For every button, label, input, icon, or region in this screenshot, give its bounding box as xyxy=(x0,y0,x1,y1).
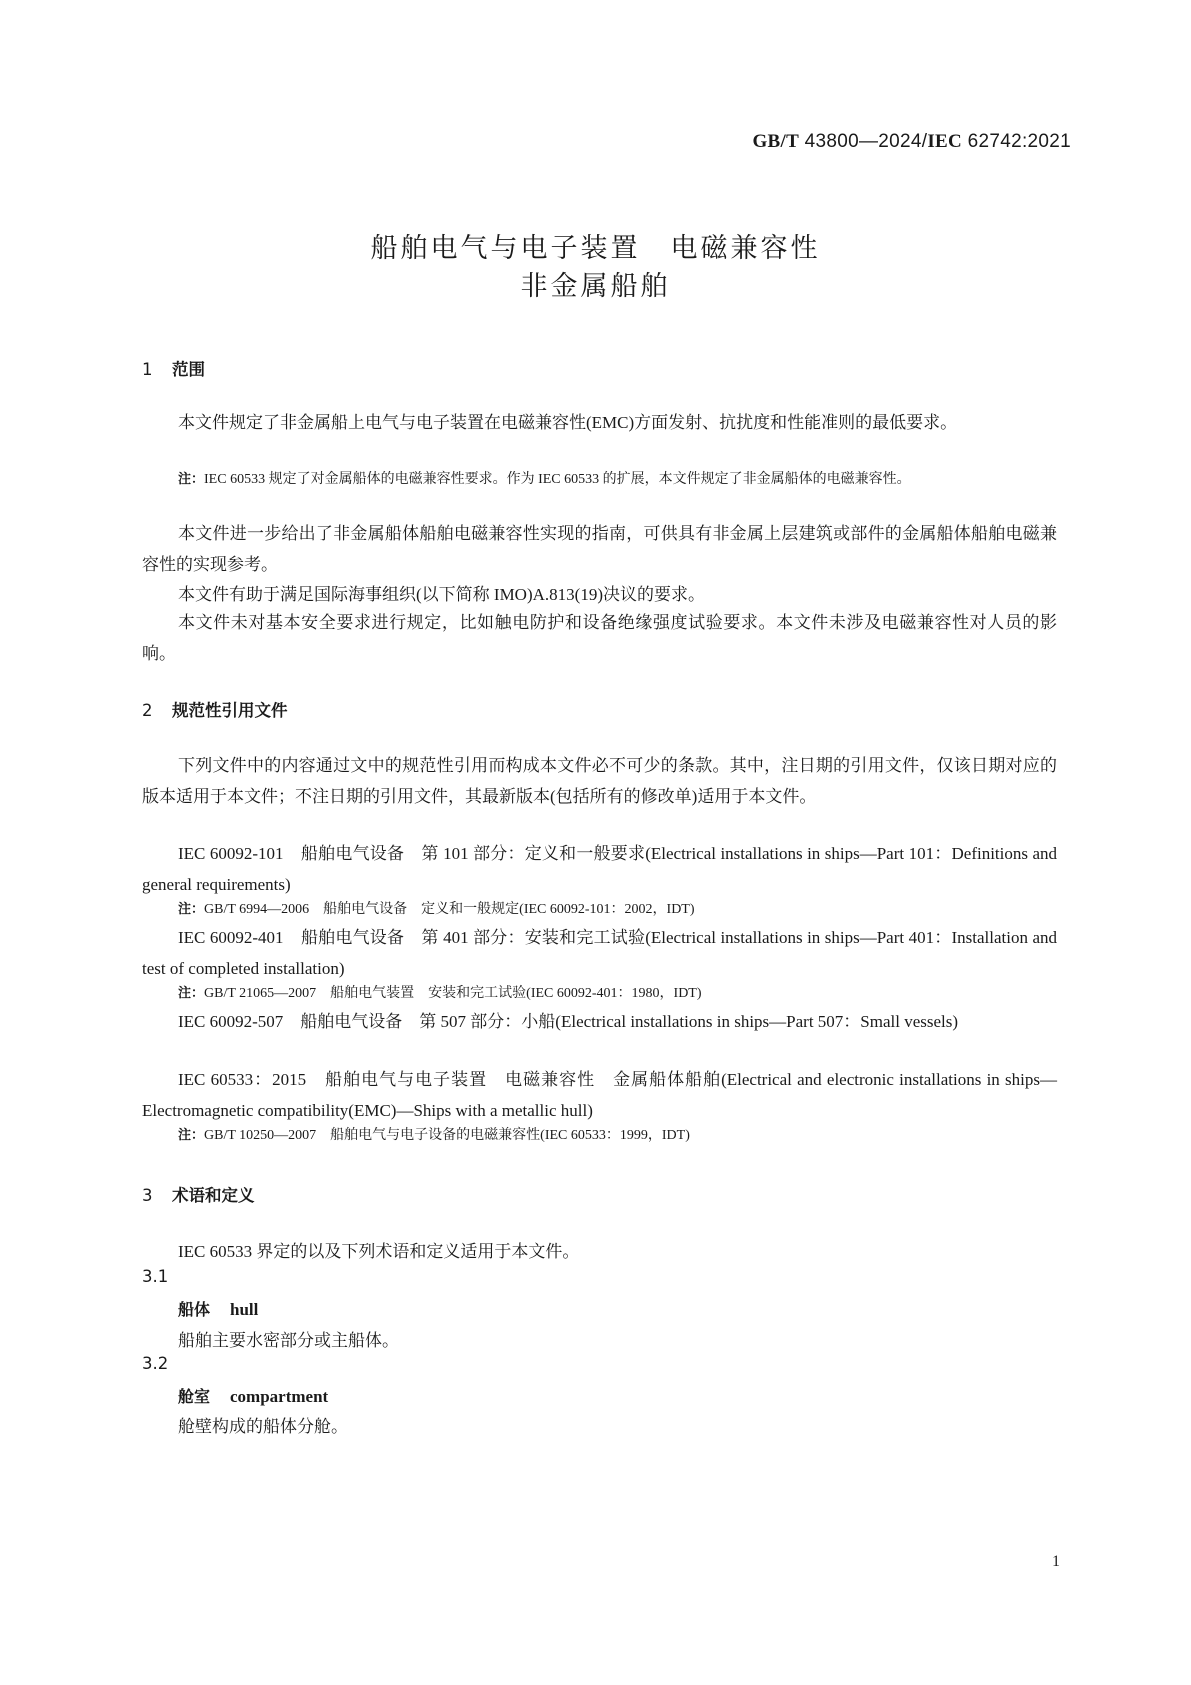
note-text: GB/T 6994—2006 船舶电气设备 定义和一般规定(IEC 60092-101：2002，IDT) xyxy=(204,902,695,917)
note-label: 注： xyxy=(178,986,205,1001)
note-label: 注： xyxy=(178,902,205,917)
section-heading-1 xyxy=(142,356,205,380)
section-number: 1 xyxy=(142,360,153,379)
std-iec-number: 62742:2021 xyxy=(962,131,1071,152)
paragraph: IEC 60533 界定的以及下列术语和定义适用于本文件。 xyxy=(178,1242,580,1261)
note-label: 注： xyxy=(178,1128,205,1143)
section-heading-2 xyxy=(142,697,288,721)
std-prefix: GB/T xyxy=(752,131,800,152)
paragraph: 本文件规定了非金属船上电气与电子装置在电磁兼容性(EMC)方面发射、抗扰度和性能准则的最低要求。 xyxy=(178,413,958,432)
term-entry xyxy=(178,1297,258,1320)
reference-item: IEC 60533：2015 船舶电气与电子装置 电磁兼容性 金属船体船舶(Electrical and electronic installations in ships—Electromagnetic compatibility(EMC)—Ships with a metallic hull) xyxy=(142,1070,1057,1120)
term-zh: 舱室 xyxy=(178,1387,211,1406)
note-text: GB/T 10250—2007 船舶电气与电子设备的电磁兼容性(IEC 60533：1999，IDT) xyxy=(204,1128,690,1143)
term-zh: 船体 xyxy=(178,1300,211,1319)
section-title: 术语和定义 xyxy=(172,1186,255,1205)
term-en: hull xyxy=(230,1300,259,1319)
section-number: 2 xyxy=(142,701,153,720)
paragraph: 下列文件中的内容通过文中的规范性引用而构成本文件必不可少的条款。其中，注日期的引用文件，仅该日期对应的版本适用于本文件；不注日期的引用文件，其最新版本(包括所有的修改单)适用于本文件。 xyxy=(142,756,1057,806)
section-title: 范围 xyxy=(172,360,205,379)
note xyxy=(178,896,1088,923)
note-text: GB/T 21065—2007 船舶电气装置 安装和完工试验(IEC 60092-401：1980，IDT) xyxy=(204,986,702,1001)
paragraph: 本文件有助于满足国际海事组织(以下简称 IMO)A.813(19)决议的要求。 xyxy=(178,585,705,604)
note-text: IEC 60533 规定了对金属船体的电磁兼容性要求。作为 IEC 60533 的扩展，本文件规定了非金属船体的电磁兼容性。 xyxy=(204,472,911,487)
note xyxy=(178,980,1088,1007)
section-title: 规范性引用文件 xyxy=(172,701,288,720)
reference-item: IEC 60092-507 船舶电气设备 第 507 部分：小船(Electrical installations in ships—Part 507：Small vessels) xyxy=(178,1012,959,1031)
paragraph: 本文件进一步给出了非金属船体船舶电磁兼容性实现的指南，可供具有非金属上层建筑或部件的金属船体船舶电磁兼容性的实现参考。 xyxy=(142,524,1057,574)
paragraph: 本文件未对基本安全要求进行规定，比如触电防护和设备绝缘强度试验要求。本文件未涉及电磁兼容性对人员的影响。 xyxy=(142,613,1057,663)
section-number: 3 xyxy=(142,1186,153,1205)
note xyxy=(178,466,1088,493)
note-label: 注： xyxy=(178,472,205,487)
term-definition: 舱壁构成的船体分舱。 xyxy=(178,1417,348,1436)
term-definition: 船舶主要水密部分或主船体。 xyxy=(178,1331,399,1350)
reference-item: IEC 60092-401 船舶电气设备 第 401 部分：安装和完工试验(Electrical installations in ships—Part 401：Installation and test of completed installation) xyxy=(142,928,1057,978)
standard-number xyxy=(752,131,1071,153)
page-number: 1 xyxy=(1052,1553,1060,1570)
std-iec-prefix: IEC xyxy=(927,131,963,152)
term-en: compartment xyxy=(230,1387,329,1406)
reference-item: IEC 60092-101 船舶电气设备 第 101 部分：定义和一般要求(Electrical installations in ships—Part 101：Definitions and general requirements) xyxy=(142,844,1057,894)
term-entry xyxy=(178,1384,328,1407)
section-heading-3 xyxy=(142,1182,255,1206)
clause-number: 3.2 xyxy=(142,1354,169,1373)
document-title-line2: 非金属船舶 xyxy=(520,271,671,302)
note xyxy=(178,1122,1088,1149)
std-number: 43800—2024/ xyxy=(799,131,928,152)
document-title-line1: 船舶电气与电子装置 电磁兼容性 xyxy=(370,233,821,264)
clause-number: 3.1 xyxy=(142,1267,169,1286)
